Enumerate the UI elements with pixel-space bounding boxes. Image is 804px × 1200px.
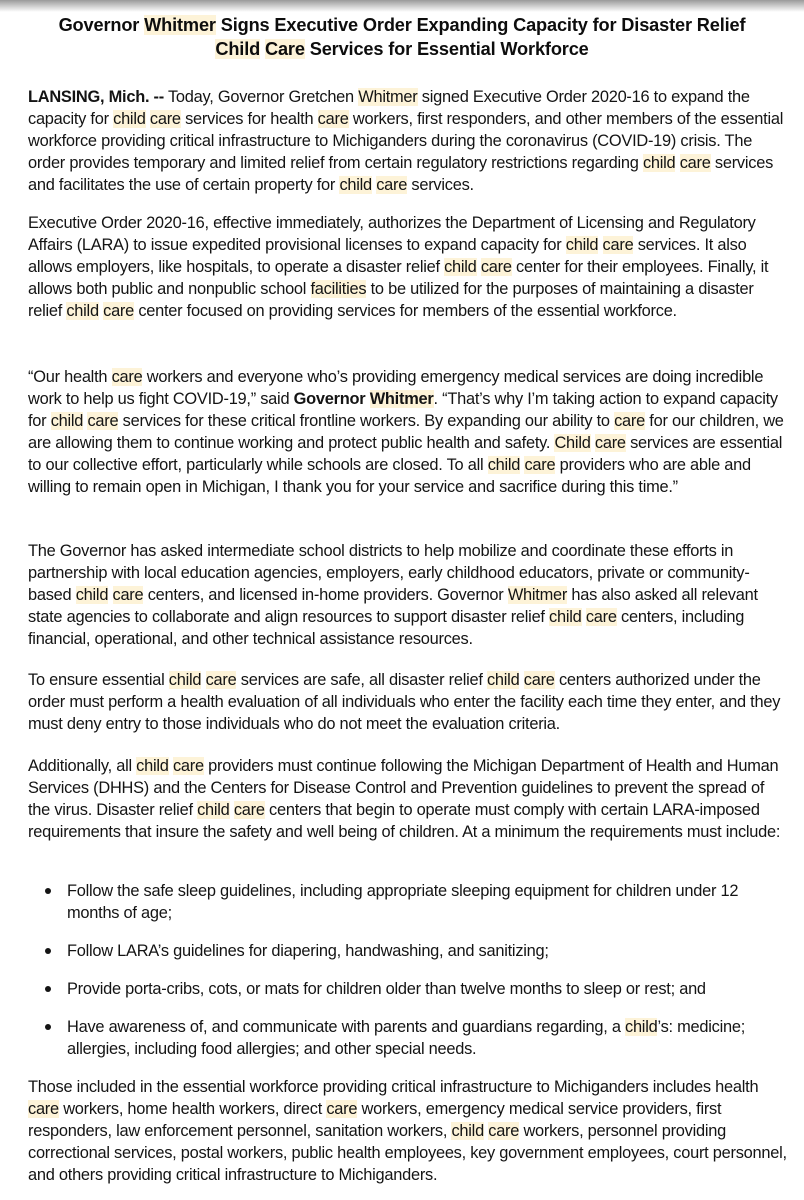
highlighted-term: care — [326, 1100, 358, 1118]
highlighted-term: care — [103, 302, 135, 320]
text-run: services. — [407, 176, 474, 194]
text-run: centers, including financial, operational, and other technical assistance resources. — [28, 608, 745, 648]
text-run: workers, personnel providing correctional services, postal workers, public health employees, key government employees, court personnel, and others providing critical infrastructure to Michiganders. — [28, 1122, 787, 1184]
text-run: Have awareness of, and communicate with parents and guardians regarding, a — [67, 1018, 625, 1036]
text-run: LANSING, Mich. -- — [28, 88, 164, 106]
bullet-icon — [45, 948, 51, 954]
highlighted-term: Care — [264, 39, 305, 59]
text-run — [598, 236, 602, 254]
highlighted-term: care — [205, 671, 237, 689]
text-run: center for their employees. Finally, it allows both public and nonpublic school — [28, 258, 769, 298]
highlighted-term: care — [149, 110, 181, 128]
title-line-2 — [0, 37, 804, 61]
text-run: workers, home health workers, direct — [58, 1100, 327, 1118]
highlighted-term: Whitmer — [358, 88, 418, 106]
text-run: services are essential to our collective effort, particularly while schools are closed. To all — [28, 434, 783, 474]
requirement-item-hygiene — [28, 940, 788, 962]
highlighted-term: care — [233, 801, 265, 819]
text-run: workers and everyone who’s providing emergency medical services are doing incredible work to help us fight COVID-19,” said — [28, 368, 764, 408]
text-run: Those included in the essential workforce providing critical infrastructure to Michiganders includes health — [28, 1078, 759, 1096]
highlighted-term: care — [376, 176, 408, 194]
text-run: centers, and licensed in-home providers. Governor — [143, 586, 508, 604]
requirement-text — [67, 980, 706, 998]
text-run: . “That’s why I’m taking action to expand capacity for — [28, 390, 778, 430]
requirement-item-awareness — [28, 1016, 788, 1060]
highlighted-term: care — [614, 412, 645, 430]
paragraph-essential-workforce — [28, 1076, 788, 1186]
highlighted-term: care — [524, 456, 556, 474]
highlighted-term: care — [111, 368, 143, 386]
highlighted-term: care — [87, 412, 119, 430]
text-run: ’s: medicine; allergies, including food allergies; and other special needs. — [67, 1018, 746, 1058]
highlighted-term: child — [197, 801, 230, 819]
text-run: Signs Executive Order Expanding Capacity for Disaster Relief — [215, 15, 746, 35]
highlighted-term: care — [112, 586, 144, 604]
requirement-item-safe-sleep — [28, 880, 788, 924]
text-run: centers authorized under the order must perform a health evaluation of all individuals who enter the facility each time they enter, and they must deny entry to those individuals who do not meet the evaluation criteria. — [28, 671, 781, 733]
text-run: workers, first responders, and other members of the essential workforce providing critical infrastructure to Michiganders during the coronavirus (COVID-19) crisis. The order provides temporary and limited relief from certain regulatory restrictions regarding — [28, 110, 784, 172]
paragraph-health-evaluation — [28, 669, 788, 735]
highlighted-term: care — [523, 671, 555, 689]
text-run: center focused on providing services for members of the essential workforce. — [134, 302, 677, 320]
requirements-list — [28, 880, 788, 1060]
highlighted-term: care — [585, 608, 617, 626]
highlighted-term: care — [317, 110, 349, 128]
text-run: Governor — [58, 15, 145, 35]
paragraph-governor-quote — [28, 366, 788, 498]
requirement-text — [67, 942, 549, 960]
highlighted-term: child — [487, 456, 521, 474]
text-run: centers that begin to operate must comply with certain LARA-imposed requirements that insure the safety and well being of children. At a minimum the requirements must include: — [28, 801, 781, 841]
highlighted-term: facilities — [310, 280, 367, 298]
highlighted-term: child — [66, 302, 99, 320]
highlighted-term: Child — [554, 434, 591, 452]
title-line-1 — [0, 13, 804, 37]
text-run: services for health — [180, 110, 318, 128]
highlighted-term: Whitmer — [507, 586, 568, 604]
text-run: to be utilized for the purposes of maintaining a disaster relief — [28, 280, 754, 320]
highlighted-term: care — [488, 1122, 520, 1140]
paragraph-order-details — [28, 212, 788, 322]
text-run: workers, emergency medical service providers, first responders, law enforcement personnel, sanitation workers, — [28, 1100, 722, 1140]
highlighted-term: child — [75, 586, 109, 604]
requirement-text — [67, 1018, 745, 1058]
highlighted-term: care — [28, 1100, 59, 1118]
text-run: signed Executive Order 2020-16 to expand the capacity for — [28, 88, 750, 128]
highlighted-term: care — [679, 154, 711, 172]
bullet-icon — [45, 888, 51, 894]
highlighted-term: child — [642, 154, 676, 172]
highlighted-term: care — [594, 434, 626, 452]
highlighted-term: child — [625, 1018, 658, 1036]
highlighted-term: child — [50, 412, 84, 430]
bullet-icon — [45, 986, 51, 992]
paragraph-requirements-intro — [28, 755, 788, 843]
highlighted-term: child — [113, 110, 146, 128]
text-run: Services for Essential Workforce — [304, 39, 589, 59]
highlighted-term: child — [444, 258, 477, 276]
highlighted-term: child — [565, 236, 599, 254]
text-run — [201, 671, 205, 689]
bullet-icon — [45, 1024, 51, 1030]
text-run: Governor — [293, 390, 370, 408]
text-run: Today, Governor Gretchen — [163, 88, 359, 106]
highlighted-term: child — [451, 1122, 484, 1140]
highlighted-term: child — [136, 757, 169, 775]
text-run: To ensure essential — [28, 671, 169, 689]
highlighted-term: care — [172, 757, 204, 775]
text-run: services. It also allows employers, like hospitals, to operate a disaster relief — [28, 236, 747, 276]
text-run: Follow the safe sleep guidelines, including appropriate sleeping equipment for children under 12 months of age; — [67, 882, 739, 922]
highlighted-term: care — [602, 236, 634, 254]
text-run: services are safe, all disaster relief — [236, 671, 487, 689]
text-run: for our children, we are allowing them to continue working and protect public health and safety. — [28, 412, 784, 452]
highlighted-term: Child — [215, 39, 261, 59]
requirement-text — [67, 882, 738, 922]
text-run: services for these critical frontline workers. By expanding our ability to — [118, 412, 615, 430]
requirement-item-cribs — [28, 978, 788, 1000]
highlighted-term: care — [480, 258, 512, 276]
text-run: Executive Order 2020-16, effective immediately, authorizes the Department of Licensing and Regulatory Affairs (LARA) to issue expedited provisional licenses to expand capacity for — [28, 214, 756, 254]
highlighted-term: child — [549, 608, 582, 626]
text-run: services and facilitates the use of certain property for — [28, 154, 774, 194]
text-run: providers who are able and willing to remain open in Michigan, I thank you for your service and sacrifice during this time.” — [28, 456, 751, 496]
text-run: has also asked all relevant state agencies to collaborate and align resources to support disaster relief — [28, 586, 758, 626]
highlighted-term: Whitmer — [369, 390, 434, 408]
text-run: Follow LARA’s guidelines for diapering, handwashing, and sanitizing; — [67, 942, 549, 960]
highlighted-term: child — [486, 671, 520, 689]
text-run: The Governor has asked intermediate school districts to help mobilize and coordinate these efforts in partnership with local education agencies, employers, early childhood educators, private or community-based — [28, 542, 750, 604]
highlighted-term: Whitmer — [144, 15, 216, 35]
highlighted-term: child — [168, 671, 202, 689]
paragraph-intro — [28, 86, 788, 196]
highlighted-term: child — [339, 176, 372, 194]
document-title — [0, 0, 804, 61]
text-run — [108, 586, 112, 604]
text-run: Provide porta-cribs, cots, or mats for children older than twelve months to sleep or rest; and — [67, 980, 706, 998]
text-run: Additionally, all — [28, 757, 137, 775]
text-run: “Our health — [28, 368, 112, 386]
paragraph-coordination — [28, 540, 788, 650]
text-run: providers must continue following the Michigan Department of Health and Human Services (DHHS) and the Centers for Disease Control and Prevention guidelines to prevent the spread of the virus. Disaster relief — [28, 757, 779, 819]
